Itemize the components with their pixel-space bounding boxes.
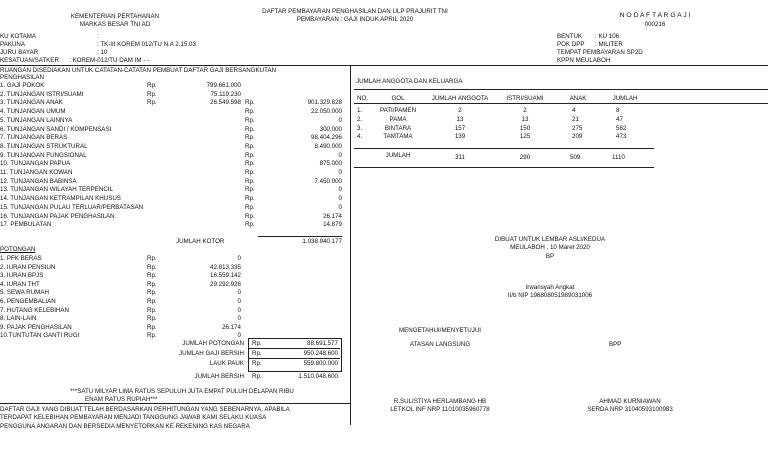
anggota-cell: 21 <box>572 115 579 123</box>
anggota-total-cell: JUMLAH <box>385 152 411 159</box>
penghasilan-rp-total: Rp. <box>245 151 255 159</box>
anggota-cell: 4. <box>357 133 363 141</box>
penghasilan-rp: Rp. <box>147 90 157 98</box>
penghasilan-rp-total: Rp. <box>245 221 255 229</box>
penghasilan-subtotal: 0 <box>338 116 342 124</box>
bpp-nrp: SERDA NRP 31040593100983 <box>587 406 673 413</box>
penghasilan-subtotal: 875.000 <box>319 160 342 168</box>
info-label: JURU BAYAR <box>0 49 39 56</box>
penghasilan-subtotal: 300.000 <box>319 125 342 133</box>
penghasilan-label: 13. TUNJANGAN WILAYAH TERPENCIL <box>0 186 114 194</box>
penghasilan-rp-total: Rp. <box>245 169 255 176</box>
penghasilan-rp-total: Rp. <box>245 116 255 124</box>
potongan-rp: Rp. <box>147 306 157 314</box>
info-label: PAKUNA <box>0 41 25 48</box>
penghasilan-rp-total: Rp. <box>245 212 255 220</box>
anggota-cell: 8 <box>616 107 620 114</box>
terbilang-line2: ENAM RATUS RUPIAH*** <box>85 396 158 403</box>
totals-value: 559.800.000 <box>303 360 338 367</box>
penghasilan-label: 6. TUNJANGAN SANDI / KOMPENSASI <box>0 125 112 133</box>
penghasilan-label: 12. TUNJANGAN BABINSA <box>0 177 77 185</box>
dibuat-line1: DIBUAT UNTUK LEMBAR ASLI/KEDUA <box>494 236 606 243</box>
potongan-label: 2. IURAN PENSIUN <box>0 263 56 271</box>
penghasilan-subtotal: 0 <box>338 203 342 211</box>
penghasilan-subtotal: 0 <box>338 186 342 194</box>
anggota-header-cell: GOL <box>391 95 405 102</box>
anggota-cell: 13 <box>456 115 464 123</box>
penghasilan-value: 26.549.598 <box>210 99 241 107</box>
penghasilan-label: 1. GAJI POKOK <box>0 82 45 89</box>
anggota-cell: 209 <box>572 133 583 141</box>
jumlah-kotor-value: 1.038.940.177 <box>302 238 342 245</box>
penghasilan-rp-total: Rp. <box>245 125 255 133</box>
totals-value: 1.510.048.600 <box>298 373 338 380</box>
anggota-header-cell: JUMLAH <box>612 95 638 102</box>
penghasilan-label: 8. TUNJANGAN STRUKTURAL <box>0 142 88 150</box>
penghasilan-title: PENGHASILAN <box>0 74 45 81</box>
penghasilan-value: 799.661.000 <box>206 82 241 89</box>
penghasilan-subtotal: 0 <box>338 169 342 176</box>
anggota-cell: TAMTAMA <box>383 133 413 141</box>
agency-name: KEMENTERIAN PERTAHANAN <box>70 13 160 20</box>
totals-line <box>248 358 340 359</box>
potongan-label: 5. SEWA RUMAH <box>0 289 49 297</box>
footer-note-line3: PENGGUNA ANGARAN DAN BERSEDIA MENYETORKAN KE REKENING KAS NEGARA <box>0 423 250 430</box>
anggota-total-line <box>354 148 654 149</box>
totals-label: JUMLAH GAJI BERSIH <box>179 350 244 357</box>
mengetahui-label: MENGETAHUI/MENYETUJUI <box>398 327 482 334</box>
penghasilan-subtotal: 22.050.000 <box>311 108 342 116</box>
penghasilan-rp-total: Rp. <box>245 134 255 142</box>
info-label: KU KOTAMA <box>0 33 36 40</box>
totals-value: 950.248.600 <box>303 350 338 357</box>
info-label: KPPN MEULABOH <box>557 57 611 64</box>
info-label: POK DPP <box>557 41 585 48</box>
divider-vertical <box>350 65 351 425</box>
penghasilan-subtotal: 7.450.000 <box>314 177 342 185</box>
potongan-rp: Rp. <box>147 289 157 297</box>
info-value: : 10 <box>97 49 108 56</box>
penghasilan-subtotal: 8.490.000 <box>314 142 342 150</box>
penghasilan-label: 15. TUNJANGAN PULAU TERLUAR/PERBATASAN <box>0 203 144 211</box>
potongan-value: 29.292.926 <box>210 280 241 288</box>
anggota-title-line <box>354 89 768 90</box>
anggota-cell: 47 <box>616 115 623 123</box>
anggota-cell: 3. <box>357 124 363 132</box>
anggota-cell: 139 <box>454 133 466 141</box>
penghasilan-subtotal: 901.329.828 <box>307 99 342 107</box>
info-value: : KOREM-012/TU DAM IM - - <box>69 57 150 64</box>
anggota-cell: 2. <box>357 115 363 123</box>
footer-note-line2: TERDAPAT KELEBIHAN PEMBAYARAN MENJADI TANGGUNG JAWAB KAMI SELAKU KUASA <box>0 414 267 421</box>
anggota-header-cell: ANAK <box>569 95 587 102</box>
potongan-label: 6. PENGEMBALIAN <box>0 298 56 305</box>
potongan-value: 42.813.335 <box>210 263 241 271</box>
totals-box <box>248 338 342 372</box>
atasan-name: R.SULISTIYA HERLAMBANG HB <box>393 398 487 405</box>
potongan-value: 0 <box>237 306 241 314</box>
potongan-rp: Rp. <box>147 280 157 288</box>
anggota-cell: 582 <box>616 124 627 132</box>
penghasilan-rp-total: Rp. <box>245 99 255 107</box>
anggota-bottom-line <box>354 167 654 168</box>
potongan-value: 0 <box>237 315 241 323</box>
footer-note-line1: DAFTAR GAJI YANG DIBUAT TELAH BERDASARKAN PERHITUNGAN YANG SEBENARNYA, APABILA <box>0 406 290 413</box>
penghasilan-subtotal: 14.879 <box>323 221 342 229</box>
totals-line <box>248 348 340 349</box>
atasan-nrp: LETKOL INF NRP 11010035960778 <box>390 406 490 413</box>
penghasilan-rp-total: Rp. <box>245 160 255 168</box>
penghasilan-rp-total: Rp. <box>245 108 255 116</box>
potongan-value: 0 <box>237 298 241 305</box>
potongan-rp: Rp. <box>147 323 157 331</box>
anggota-cell: PAMA <box>389 115 407 123</box>
potongan-label: 8. LAIN-LAIN <box>0 315 37 323</box>
penghasilan-subtotal: 98.404.296 <box>311 134 342 142</box>
potongan-value: 26.174 <box>222 323 241 331</box>
dibuat-nip: II/b NIP 196808051989031006 <box>507 292 593 299</box>
potongan-title: POTONGAN <box>0 246 36 253</box>
penghasilan-label: 11. TUNJANGAN KOWAN <box>0 169 73 176</box>
anggota-cell: 473 <box>616 133 627 141</box>
penghasilan-rp-total: Rp. <box>245 186 255 194</box>
penghasilan-rp-total: Rp. <box>245 195 255 203</box>
divider-top <box>0 65 768 66</box>
no-daftar-label: N O D A F T A R G A J I <box>619 12 691 19</box>
anggota-title: JUMLAH ANGGOTA DAN KELUARGA <box>356 78 463 85</box>
ruangan-title: RUANGAN DISEDIAKAN UNTUK CATATAN-CATATAN PEMBUAT DAFTAR GAJI BERSANGKUTAN <box>0 67 277 74</box>
bpp-label: BPP <box>609 341 622 348</box>
totals-rp: Rp. <box>252 360 262 367</box>
info-label: TEMPAT PEMBAYARAN SP2D <box>557 49 643 56</box>
totals-label: JUMLAH BERSIH <box>194 373 244 380</box>
terbilang-line1: ***SATU MILYAR LIMA RATUS SEPULUH JUTA EMPAT PULUH DELAPAN RIBU <box>70 388 294 395</box>
potongan-label: 7. HUTANG KELEBIHAN <box>0 306 69 314</box>
info-value: : TK-III KOREM 012/TU N.A 2.15.03 <box>97 41 196 48</box>
anggota-header-cell: ISTRI/SUAMI <box>506 95 544 102</box>
dibuat-name: Irwansyah Angkat <box>525 284 575 291</box>
anggota-cell: 13 <box>521 115 529 123</box>
anggota-cell: 2 <box>458 107 462 114</box>
penghasilan-subtotal: 0 <box>338 151 342 159</box>
totals-label: JUMLAH POTONGAN <box>182 340 244 347</box>
no-daftar-value: 000216 <box>644 21 666 28</box>
potongan-rp: Rp. <box>147 315 157 323</box>
anggota-cell: 1. <box>357 107 363 114</box>
totals-rp: Rp. <box>252 350 262 357</box>
totals-label: LAUK PAUK <box>209 360 244 367</box>
divider-bottom-left <box>0 403 350 404</box>
penghasilan-value: 75.119.230 <box>210 90 241 98</box>
potongan-value: 0 <box>237 332 241 340</box>
potongan-rp: Rp. <box>147 332 157 340</box>
totals-value: 88.691.577 <box>307 340 338 347</box>
anggota-header-cell: JUMLAH ANGGOTA <box>431 95 489 102</box>
info-label: KESATUAN/SATKER <box>0 57 59 64</box>
potongan-label: 9. PAJAK PENGHASILAN <box>0 323 72 331</box>
penghasilan-label: 10. TUNJANGAN PAPUA <box>0 160 71 168</box>
potongan-rp: Rp. <box>147 263 157 271</box>
potongan-label: 3. IURAN BPJS <box>0 272 44 280</box>
penghasilan-rp: Rp. <box>147 82 157 89</box>
anggota-cell: 150 <box>519 124 531 132</box>
penghasilan-label: 4. TUNJANGAN UMUM <box>0 108 66 116</box>
penghasilan-rp-total: Rp. <box>245 177 255 185</box>
penghasilan-total-line <box>258 236 342 237</box>
info-value: : MILITER <box>595 41 623 48</box>
document-subtitle: PEMBAYARAN : GAJI INDUK APRIL 2020 <box>296 16 414 23</box>
potongan-rp: Rp. <box>147 272 157 280</box>
anggota-total-cell: 311 <box>455 154 465 161</box>
info-label: BENTUK <box>557 33 583 40</box>
anggota-header-line <box>354 103 768 104</box>
info-value: : <box>97 33 99 40</box>
anggota-cell: PATI/PAMEN <box>379 107 417 114</box>
anggota-header-cell: NO. <box>357 95 369 102</box>
document-title: DAFTAR PEMBAYARAN PENGHASILAN DAN ULP PRAJURIT TNI <box>262 8 448 15</box>
potongan-rp: Rp. <box>147 255 157 262</box>
agency-subname: MARKAS BESAR TNI AD <box>79 21 151 28</box>
potongan-value: 0 <box>237 289 241 297</box>
penghasilan-label: 5. TUNJANGAN LAINNYA <box>0 116 73 124</box>
jumlah-kotor-label: JUMLAH KOTOR <box>176 238 225 245</box>
anggota-cell: 125 <box>519 133 531 141</box>
bpp-name: AHMAD KURNIAWAN <box>599 398 661 405</box>
penghasilan-label: 17. PEMBULATAN <box>0 221 52 229</box>
dibuat-date: MEULABOH , 10 Maret 2020 <box>510 244 590 251</box>
anggota-total-cell: 290 <box>519 154 531 161</box>
penghasilan-label: 16. TUNJANGAN PAJAK PENGHASILAN <box>0 212 115 220</box>
potongan-value: 16.559.142 <box>210 272 241 280</box>
anggota-cell: 275 <box>572 124 583 132</box>
info-value: : KU 106 <box>595 33 620 40</box>
penghasilan-rp: Rp. <box>147 99 157 107</box>
penghasilan-subtotal: 0 <box>338 195 342 203</box>
anggota-total-cell: 1110 <box>612 154 625 161</box>
penghasilan-rp-total: Rp. <box>245 142 255 150</box>
potongan-label: 4. IURAN THT <box>0 280 40 288</box>
atasan-label: ATASAN LANGSUNG <box>409 341 471 348</box>
penghasilan-label: 2. TUNJANGAN ISTRI/SUAMI <box>0 90 84 98</box>
potongan-rp: Rp. <box>147 298 157 305</box>
totals-rp: Rp. <box>252 373 262 380</box>
totals-rp: Rp. <box>252 340 262 347</box>
penghasilan-label: 7. TUNJANGAN BERAS <box>0 134 68 142</box>
anggota-total-cell: 509 <box>570 154 581 161</box>
penghasilan-label: 9. TUNJANGAN FUNGSIONAL <box>0 151 87 159</box>
dibuat-role: BP <box>545 253 555 260</box>
anggota-cell: 4 <box>572 107 576 114</box>
penghasilan-rp-total: Rp. <box>245 203 255 211</box>
anggota-cell: BINTARA <box>384 124 412 132</box>
penghasilan-subtotal: 26.174 <box>323 212 342 220</box>
anggota-cell: 2 <box>523 107 527 114</box>
potongan-label: 10.TUNTUTAN GANTI RUGI <box>0 332 80 340</box>
anggota-cell: 157 <box>454 124 466 132</box>
penghasilan-label: 14. TUNJANGAN KETRAMPILAN KHUSUS <box>0 195 121 203</box>
penghasilan-label: 3. TUNJANGAN ANAK <box>0 99 63 107</box>
potongan-value: 0 <box>237 255 241 262</box>
potongan-label: 1. PFK BERAS <box>0 255 42 262</box>
